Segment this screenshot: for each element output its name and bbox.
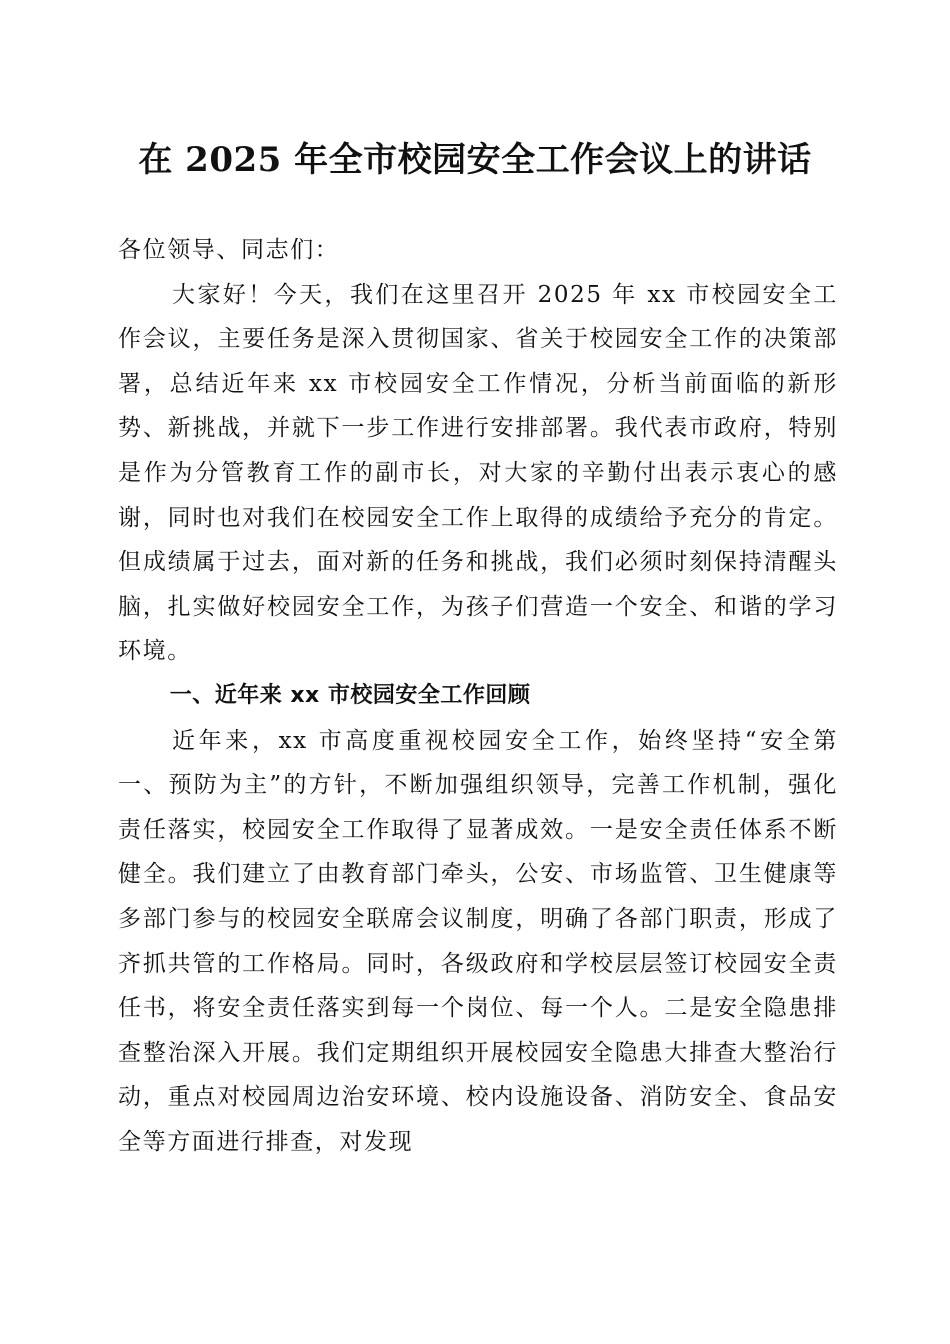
document-title: 在 2025 年全市校园安全工作会议上的讲话 <box>138 140 812 180</box>
document-body <box>118 228 838 1164</box>
section-heading-1: 一、近年来 xx 市校园安全工作回顾 <box>169 682 531 708</box>
salutation: 各位领导、同志们： <box>118 237 340 263</box>
review-paragraph: 近年来，xx 市高度重视校园安全工作，始终坚持“安全第一、预防为主”的方针，不断加强组织领导，完善工作机制，强化责任落实，校园安全工作取得了显著成效。一是安全责任体系不断健全。我们建立了由教育部门牵头，公安、市场监管、卫生健康等多部门参与的校园安全联席会议制度，明确了各部门职责，形成了齐抓共管的工作格局。同时，各级政府和学校层层签订校园安全责任书，将安全责任落实到每一个岗位、每一个人。二是安全隐患排查整治深入开展。我们定期组织开展校园安全隐患大排查大整治行动，重点对校园周边治安环境、校内设施设备、消防安全、食品安全等方面进行排查，对发现 <box>118 727 838 1155</box>
opening-paragraph: 大家好！今天，我们在这里召开 2025 年 xx 市校园安全工作会议，主要任务是深入贯彻国家、省关于校园安全工作的决策部署，总结近年来 xx 市校园安全工作情况，分析当前面临的新形势、新挑战，并就下一步工作进行安排部署。我代表市政府，特别是作为分管教育工作的副市长，对大家的辛勤付出表示衷心的感谢，同时也对我们在校园安全工作上取得的成绩给予充分的肯定。但成绩属于过去，面对新的任务和挑战，我们必须时刻保持清醒头脑，扎实做好校园安全工作，为孩子们营造一个安全、和谐的学习环境。 <box>118 281 838 665</box>
